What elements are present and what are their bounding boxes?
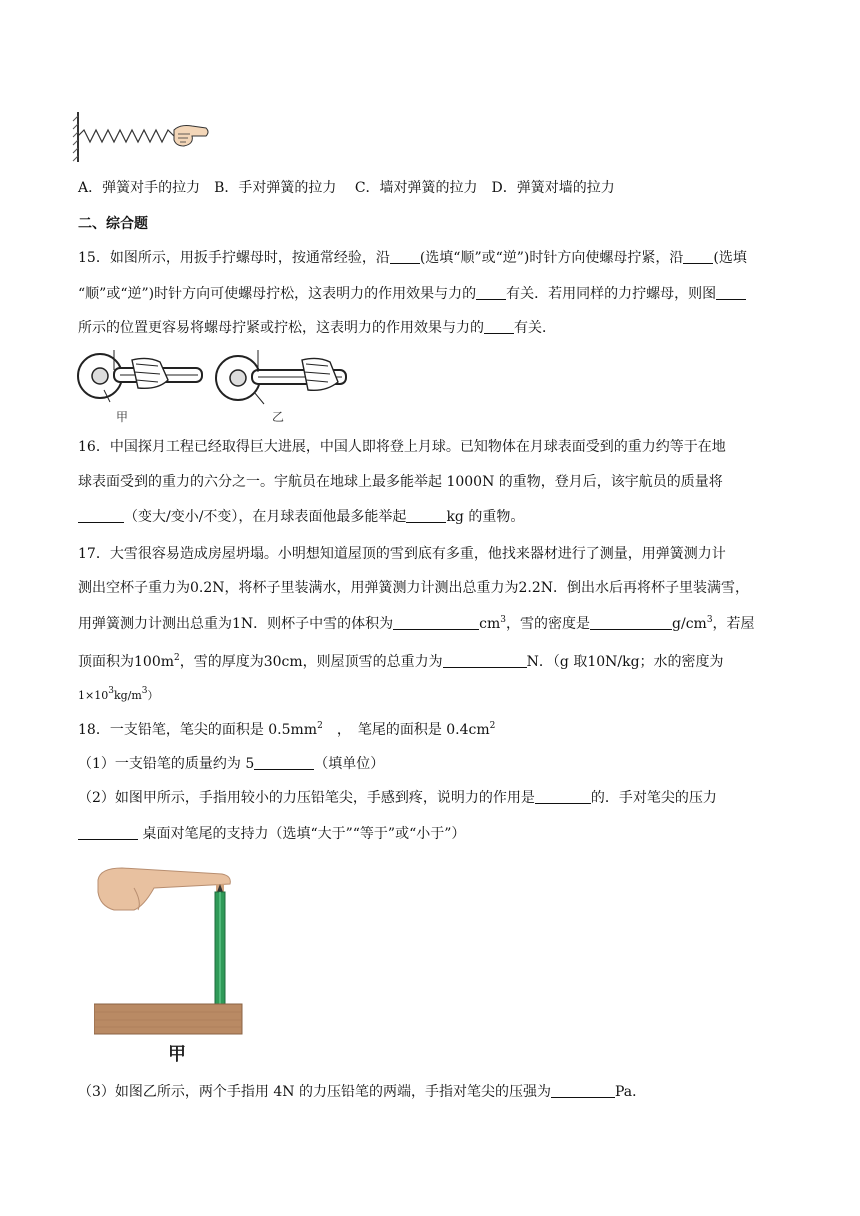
q18-sub-2: （2）如图甲所示，手指用较小的力压铅笔尖，手感到疼，说明力的作用是 的．手对笔尖的压力 xyxy=(78,790,717,806)
figure-caption-jia: 甲 xyxy=(168,1044,186,1065)
spring-wall-hand-figure xyxy=(72,108,212,166)
q17-line-4: 顶面积为$100m^2$，雪的厚度为30cm，则屋顶雪的总重力为 N．（g 取10N/kg；水的密度为 xyxy=(78,653,724,670)
q16-line-2: 球表面受到的重力的六分之一。宇航员在地球上最多能举起 1000N 的重物，登月后，该宇航员的质量将 xyxy=(78,474,723,490)
q15-line-1: 15．如图所示，用扳手拧螺母时，按通常经验，沿 (选填“顺”或“逆”)时针方向使螺母拧紧，沿 (选填 xyxy=(78,250,747,266)
q16-line-1: 16．中国探月工程已经取得巨大进展，中国人即将登上月球。已知物体在月球表面受到的重力约等于在地 xyxy=(78,439,726,455)
q17-line-5: $1\times 10^3kg/m^3$） xyxy=(78,686,159,702)
answer-blank[interactable] xyxy=(551,1083,615,1098)
wrench-figure-a xyxy=(74,350,206,406)
wrench-figure-b xyxy=(214,350,350,406)
answer-blank[interactable] xyxy=(390,249,420,264)
q17-line-2: 测出空杯子重力为0.2N，将杯子里装满水，用弹簧测力计测出总重力为2.2N．倒出水后再将杯子里装满雪， xyxy=(78,580,750,596)
answer-blank[interactable] xyxy=(78,825,138,840)
answer-blank[interactable] xyxy=(484,319,514,334)
answer-blank[interactable] xyxy=(716,285,746,300)
answer-blank[interactable] xyxy=(683,249,713,264)
q15-line-2: “顺”或“逆”)时针方向可使螺母拧松，这表明力的作用效果与力的 有关．若用同样的力拧螺母，则图 xyxy=(78,284,746,304)
answer-blank[interactable] xyxy=(443,653,527,668)
answer-blank[interactable] xyxy=(476,285,506,300)
answer-blank[interactable] xyxy=(254,755,314,770)
answer-blank[interactable] xyxy=(406,508,446,523)
section-title: 二、综合题 xyxy=(78,216,148,232)
answer-blank[interactable] xyxy=(393,615,479,630)
q14-options: A．弹簧对手的拉力 B．手对弹簧的拉力 C．墙对弹簧的拉力 D．弹簧对墙的拉力 xyxy=(78,180,615,196)
q17-line-1: 17．大雪很容易造成房屋坍塌。小明想知道屋顶的雪到底有多重，他找来器材进行了测量，用弹簧测力计 xyxy=(78,546,726,562)
q18-sub-1: （1）一支铅笔的质量约为 5 （填单位） xyxy=(78,756,385,772)
figure-caption-a: 甲 xyxy=(116,410,129,424)
q18-line-1: 18．一支铅笔，笔尖的面积是 $0.5mm^2$ ， 笔尾的面积是 $0.4cm^2$ xyxy=(78,721,496,738)
q18-sub-3: （3）如图乙所示，两个手指用 4N 的力压铅笔的两端，手指对笔尖的压强为 Pa． xyxy=(78,1084,647,1100)
q18-sub-2-cont: 桌面对笔尾的支持力（选填“大于”“等于”或“小于”） xyxy=(78,824,465,844)
answer-blank[interactable] xyxy=(590,615,672,630)
q16-line-3: （变大/变小/不变），在月球表面他最多能举起 kg 的重物。 xyxy=(78,507,524,527)
figure-caption-b: 乙 xyxy=(272,410,285,424)
finger-pencil-figure xyxy=(94,862,244,1062)
q17-line-3: 用弹簧测力计测出总重为1N．则杯子中雪的体积为 $cm^3$，雪的密度是 $g/cm^3$，若屋 xyxy=(78,615,755,632)
answer-blank[interactable] xyxy=(78,508,124,523)
answer-blank[interactable] xyxy=(535,789,591,804)
q15-line-3: 所示的位置更容易将螺母拧紧或拧松，这表明力的作用效果与力的 有关． xyxy=(78,320,556,336)
